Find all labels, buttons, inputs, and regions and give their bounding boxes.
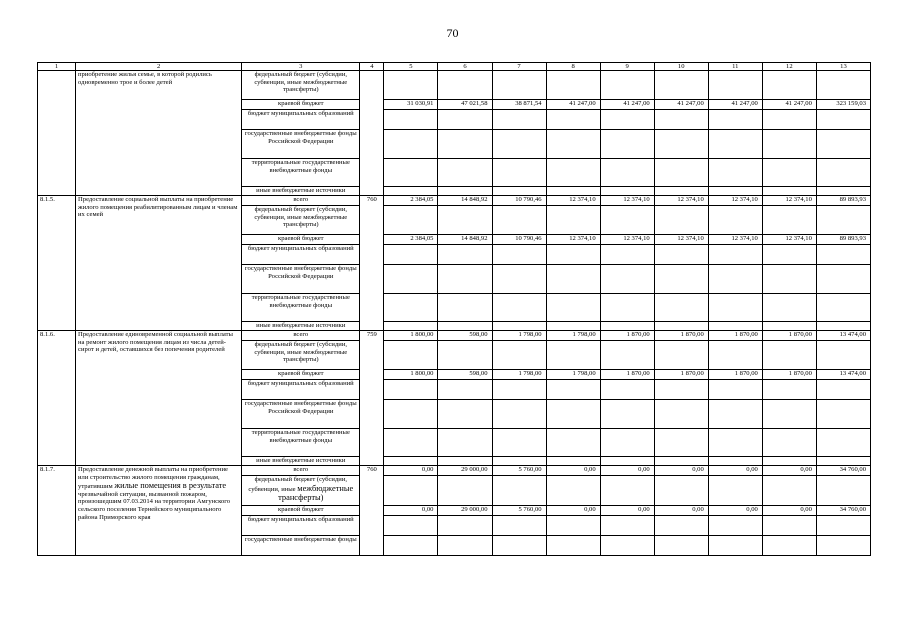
value-cell: 12 374,10: [762, 196, 816, 206]
value-cell: 41 247,00: [654, 100, 708, 110]
value-cell: 1 798,00: [492, 370, 546, 380]
source-label: всего: [242, 196, 360, 206]
value-cell: 14 848,92: [438, 196, 492, 206]
value-cell: 1 800,00: [384, 370, 438, 380]
source-label: бюджет муниципальных образований: [242, 516, 360, 536]
col-header: 11: [708, 63, 762, 71]
col-header: 2: [76, 63, 242, 71]
value-cell: 0,00: [546, 506, 600, 516]
value-cell: 5 760,00: [492, 506, 546, 516]
value-cell: 1 870,00: [654, 331, 708, 341]
value-cell: 38 871,54: [492, 100, 546, 110]
item-code: 8.1.7.: [38, 466, 76, 556]
col-header: 3: [242, 63, 360, 71]
col-header: 13: [816, 63, 870, 71]
value-cell: 0,00: [384, 466, 438, 476]
value-cell: 0,00: [654, 506, 708, 516]
source-label: бюджет муниципальных образований: [242, 245, 360, 265]
value-cell: 10 790,46: [492, 196, 546, 206]
value-cell: 0,00: [384, 506, 438, 516]
col-header: 6: [438, 63, 492, 71]
col-header: 7: [492, 63, 546, 71]
source-label-part: федеральный бюджет (субсидии, субвенции, иные: [248, 476, 348, 493]
value-cell: 323 159,03: [816, 100, 870, 110]
source-label-part: межбюджетные трансферты): [278, 483, 354, 503]
value-cell: 1 800,00: [384, 331, 438, 341]
value-cell: 34 760,00: [816, 466, 870, 476]
value-cell: 41 247,00: [708, 100, 762, 110]
value-cell: 2 384,05: [384, 235, 438, 245]
col-header: 8: [546, 63, 600, 71]
value-cell: 10 790,46: [492, 235, 546, 245]
source-label: бюджет муниципальных образований: [242, 380, 360, 400]
source-label: краевой бюджет: [242, 370, 360, 380]
value-cell: 598,00: [438, 370, 492, 380]
value-cell: 0,00: [762, 506, 816, 516]
col-header: 1: [38, 63, 76, 71]
value-cell: 1 870,00: [654, 370, 708, 380]
item-name: Предоставление социальной выплаты на приобретение жилого помещения реабилитированным лицам и членам их семей: [76, 196, 242, 331]
source-label: территориальные государственные внебюджетные фонды: [242, 429, 360, 457]
source-label: федеральный бюджет (субсидии, субвенции, иные межбюджетные трансферты): [242, 71, 360, 100]
source-label: федеральный бюджет (субсидии, субвенции, иные межбюджетные трансферты): [242, 206, 360, 235]
col-header: 5: [384, 63, 438, 71]
value-cell: 0,00: [708, 506, 762, 516]
page-number: 70: [446, 26, 459, 40]
value-cell: 41 247,00: [762, 100, 816, 110]
value-cell: 34 760,00: [816, 506, 870, 516]
value-cell: 598,00: [438, 331, 492, 341]
value-cell: 29 000,00: [438, 506, 492, 516]
item-col4: 759: [360, 331, 384, 466]
value-cell: 13 474,00: [816, 331, 870, 341]
table-row: [38, 196, 871, 206]
value-cell: 1 798,00: [492, 331, 546, 341]
value-cell: 0,00: [654, 466, 708, 476]
value-cell: 1 798,00: [546, 370, 600, 380]
source-label: территориальные государственные внебюджетные фонды: [242, 159, 360, 187]
col-header: 10: [654, 63, 708, 71]
source-label: краевой бюджет: [242, 506, 360, 516]
source-label: бюджет муниципальных образований: [242, 110, 360, 130]
value-cell: 12 374,10: [600, 235, 654, 245]
item-name-part: Предоставление денежной выплаты на приобретение или строительство жилого помещения гражданам, утратившим: [78, 466, 228, 491]
value-cell: 1 870,00: [708, 370, 762, 380]
table-row: [38, 331, 871, 341]
value-cell: 1 870,00: [762, 331, 816, 341]
value-cell: 41 247,00: [546, 100, 600, 110]
value-cell: 1 870,00: [762, 370, 816, 380]
source-label: государственные внебюджетные фонды Российской Федерации: [242, 130, 360, 159]
value-cell: 1 870,00: [600, 331, 654, 341]
value-cell: 89 893,93: [816, 235, 870, 245]
value-cell: 12 374,10: [708, 235, 762, 245]
item-code: 8.1.5.: [38, 196, 76, 331]
header-row: [38, 63, 871, 71]
item-name: Предоставление единовременной социальной выплаты на ремонт жилого помещения лицам из числа детей-сирот и детей, оставшихся без попечения родителей: [76, 331, 242, 466]
source-label: федеральный бюджет (субсидии, субвенции, иные межбюджетные трансферты): [242, 341, 360, 370]
value-cell: 5 760,00: [492, 466, 546, 476]
item-name-part: жилые помещения в результате: [114, 481, 227, 491]
source-label: [242, 476, 360, 506]
source-label: иные внебюджетные источники: [242, 322, 360, 331]
value-cell: 0,00: [762, 466, 816, 476]
value-cell: 2 384,05: [384, 196, 438, 206]
source-label: территориальные государственные внебюджетные фонды: [242, 294, 360, 322]
source-label: всего: [242, 331, 360, 341]
value-cell: 0,00: [708, 466, 762, 476]
col-header: 9: [600, 63, 654, 71]
source-label: иные внебюджетные источники: [242, 457, 360, 466]
value-cell: 12 374,10: [546, 196, 600, 206]
source-label: иные внебюджетные источники: [242, 187, 360, 196]
value-cell: 12 374,10: [654, 196, 708, 206]
value-cell: 12 374,10: [708, 196, 762, 206]
value-cell: 31 030,91: [384, 100, 438, 110]
value-cell: 29 000,00: [438, 466, 492, 476]
source-label: государственные внебюджетные фонды: [242, 536, 360, 556]
table-row: [38, 71, 871, 100]
budget-table: [37, 62, 871, 556]
value-cell: 0,00: [600, 466, 654, 476]
item-col4: 760: [360, 466, 384, 556]
source-label: краевой бюджет: [242, 100, 360, 110]
source-label: краевой бюджет: [242, 235, 360, 245]
value-cell: 14 848,92: [438, 235, 492, 245]
value-cell: 0,00: [600, 506, 654, 516]
value-cell: 1 870,00: [708, 331, 762, 341]
value-cell: 12 374,10: [546, 235, 600, 245]
item-name-part: чрезвычайной ситуации, вызванной пожаром, произошедшим 07.03.2014 на территории Амгунского сельского поселения Тернейского муниципального района Приморского края: [78, 490, 231, 521]
value-cell: 12 374,10: [654, 235, 708, 245]
col-header: 4: [360, 63, 384, 71]
source-label: государственные внебюджетные фонды Российской Федерации: [242, 265, 360, 294]
value-cell: 12 374,10: [600, 196, 654, 206]
value-cell: 1 798,00: [546, 331, 600, 341]
value-cell: 0,00: [546, 466, 600, 476]
value-cell: 12 374,10: [762, 235, 816, 245]
item-col4: 760: [360, 196, 384, 331]
col-header: 12: [762, 63, 816, 71]
item-name: приобретение жилья семье, в которой родились одновременно трое и более детей: [76, 71, 242, 196]
source-label: государственные внебюджетные фонды Российской Федерации: [242, 400, 360, 429]
value-cell: 41 247,00: [600, 100, 654, 110]
value-cell: 1 870,00: [600, 370, 654, 380]
value-cell: 13 474,00: [816, 370, 870, 380]
table-row: [38, 466, 871, 476]
value-cell: 89 893,93: [816, 196, 870, 206]
value-cell: 47 021,58: [438, 100, 492, 110]
item-code: 8.1.6.: [38, 331, 76, 466]
source-label: всего: [242, 466, 360, 476]
item-name: [76, 466, 242, 556]
